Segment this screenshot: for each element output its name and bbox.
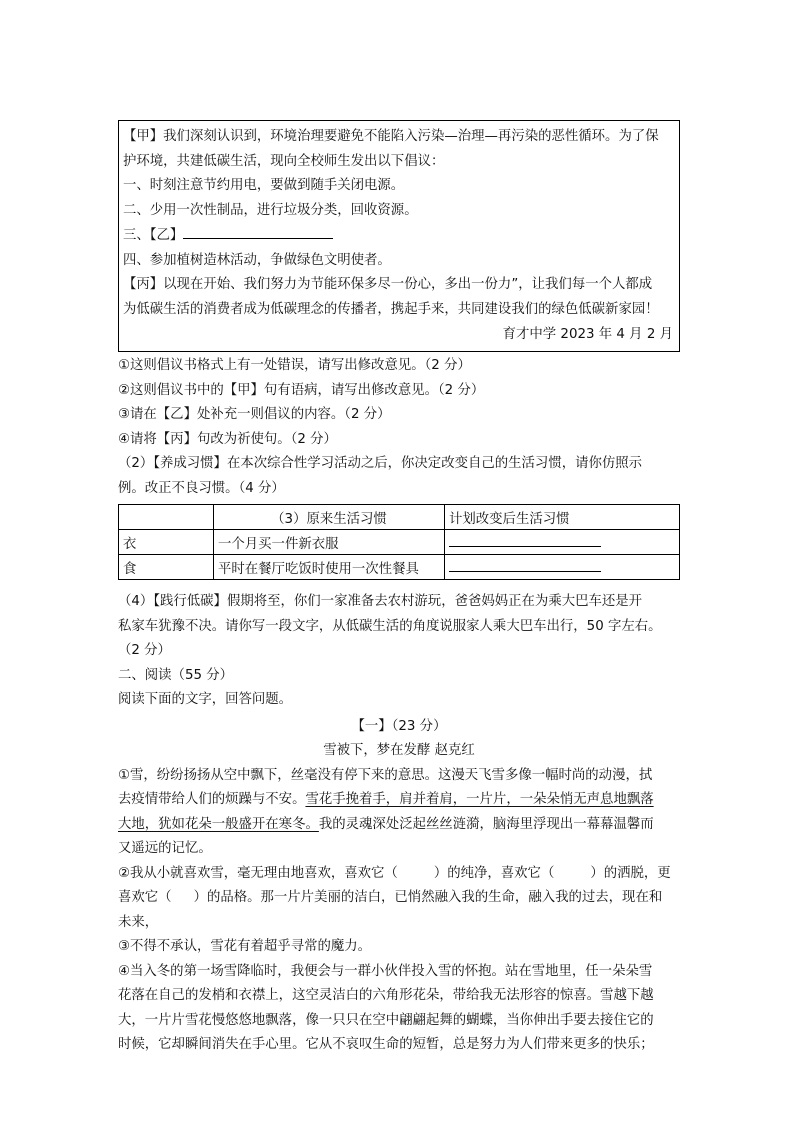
paragraph-2-text: ）的纯净，喜欢它（ <box>433 865 555 881</box>
answer-cell-clothing[interactable] <box>445 530 680 555</box>
paragraph-1-line-3 <box>118 813 680 838</box>
document-page <box>118 120 680 1058</box>
answer-line[interactable] <box>449 559 601 572</box>
paragraph-1-line-1: ①雪，纷纷扬扬从空中飘下，丝毫没有停下来的意思。这漫天飞雪多像一幅时尚的动漫，拭 <box>118 767 653 783</box>
paragraph-2-text: ）的品格。那一片片美丽的洁白，已悄然融入我的生命，融入我的过去，现在和 <box>193 890 663 906</box>
underlined-sentence: 大地，犹如花朵一般盛开在寒冬。 <box>118 816 319 832</box>
paragraph-2-line-1 <box>118 862 680 887</box>
paragraph-3: ③不得不承认，雪花有着超乎寻常的魔力。 <box>118 939 372 955</box>
paragraph-4-line-3: 大，一片片雪花慢悠悠地飘落，像一只只在空中翩翩起舞的蝴蝶，当你伸出手要去接住它的 <box>118 1012 654 1028</box>
section-2-prompt-line-2: 例。改正不良习惯。（4 分） <box>118 480 285 496</box>
section-4-line-2: 私家车犹豫不决。请你写一段文字，从低碳生活的角度说服家人乘大巴车出行，50 字左右。 <box>118 618 662 634</box>
paragraph-2-line-3: 未来， <box>118 914 159 930</box>
table-header-cell-empty <box>119 505 214 530</box>
proposal-line-7: 【丙】以现在开始、我们努力为节能环保多尽一份心，多出一份力”，让我们每一个人都成 <box>123 277 653 293</box>
proposal-signature: 育才中学 2023 年 4 月 2 月 <box>502 326 673 342</box>
proposal-line-3: 一、时刻注意节约用电，要做到随手关闭电源。 <box>123 178 405 194</box>
proposal-line-4: 二、少用一次性制品，进行垃圾分类，回收资源。 <box>123 203 418 219</box>
proposal-line-8: 为低碳生活的消费者成为低碳理念的传播者，携起手来，共同建设我们的绿色低碳新家园！ <box>123 301 659 317</box>
proposal-box <box>118 120 680 352</box>
paragraph-2-text: 喜欢它（ <box>118 890 172 906</box>
table-header-planned-habit: 计划改变后生活习惯 <box>445 505 680 530</box>
section-4-line-1: （4）【践行低碳】假期将至，你们一家准备去农村游玩，爸爸妈妈正在为乘大巴车还是开 <box>118 594 643 610</box>
paragraph-2-text: ）的洒脱，更 <box>590 865 671 881</box>
article-title: 雪被下，梦在发酵 赵克红 <box>323 743 475 759</box>
proposal-line-1: 【甲】我们深刻认识到，环境治理要避免不能陷入污染—治理—再污染的恶性循环。为了保 <box>123 129 659 144</box>
paragraph-1-line-2 <box>118 788 680 813</box>
original-habit-clothing: 一个月买一件新衣服 <box>214 530 445 555</box>
table-header-row <box>119 505 680 530</box>
paragraph-4-line-1: ④当入冬的第一场雪降临时，我便会与一群小伙伴投入雪的怀抱。站在雪地里，任一朵朵雪 <box>118 963 653 979</box>
paragraph-1-line-4: 又遥远的记忆。 <box>118 841 212 857</box>
question-3: ③请在【乙】处补充一则倡议的内容。（2 分） <box>118 407 391 423</box>
question-2: ②这则倡议书中的【甲】句有语病，请写出修改意见。（2 分） <box>118 382 485 398</box>
paragraph-2-line-2 <box>118 886 680 911</box>
paragraph-4-line-2: 花落在自己的发梢和衣襟上，这空灵洁白的六角形花朵，带给我无法形容的惊喜。雪越下越 <box>118 988 654 1004</box>
question-4: ④请将【丙】句改为祈使句。（2 分） <box>118 431 337 447</box>
section-2-prompt-line-1: （2）【养成习惯】在本次综合性学习活动之后，你决定改变自己的生活习惯，请你仿照示 <box>118 456 643 472</box>
proposal-line-6: 四、参加植树造林活动，争做绿色文明使者。 <box>123 252 391 268</box>
proposal-item-yi: 三、【乙】 <box>123 227 184 243</box>
proposal-line-5 <box>123 224 673 249</box>
reading-section-heading: 二、阅读（55 分） <box>118 667 234 683</box>
question-1: ①这则倡议书格式上有一处错误，请写出修改意见。（2 分） <box>118 358 471 374</box>
paragraph-4-line-4: 时候，它却瞬间消失在手心里。它从不哀叹生命的短暂，总是努力为人们带来更多的快乐； <box>118 1037 654 1053</box>
row-label-clothing: 衣 <box>119 530 214 555</box>
row-label-food: 食 <box>119 555 214 580</box>
paragraph-1-text: 我的灵魂深处泛起丝丝涟漪，脑海里浮现出一幕幕温馨而 <box>318 816 654 832</box>
proposal-line-2: 护环境，共建低碳生活，现向全校师生发出以下倡议： <box>123 153 445 169</box>
table-row <box>119 555 680 580</box>
underlined-sentence: 雪花手挽着手，肩并着肩，一片片，一朵朵悄无声息地飘落 <box>305 792 654 808</box>
original-habit-food: 平时在餐厅吃饭时使用一次性餐具 <box>214 555 445 580</box>
article-body <box>118 764 680 1058</box>
habit-table <box>118 504 680 580</box>
paragraph-1-text: 去疫情带给人们的烦躁与不安。 <box>118 792 306 808</box>
table-row <box>119 530 680 555</box>
section-4-line-3: （2 分） <box>118 643 171 659</box>
fill-blank-yi[interactable] <box>183 224 333 239</box>
paragraph-2-text: ②我从小就喜欢雪，毫无理由地喜欢，喜欢它（ <box>118 865 398 881</box>
table-header-original-habit: （3）原来生活习惯 <box>214 505 445 530</box>
reading-instruction: 阅读下面的文字，回答问题。 <box>118 692 293 708</box>
answer-cell-food[interactable] <box>445 555 680 580</box>
reading-part-title: 【一】（23 分） <box>351 718 447 734</box>
answer-line[interactable] <box>449 534 601 547</box>
